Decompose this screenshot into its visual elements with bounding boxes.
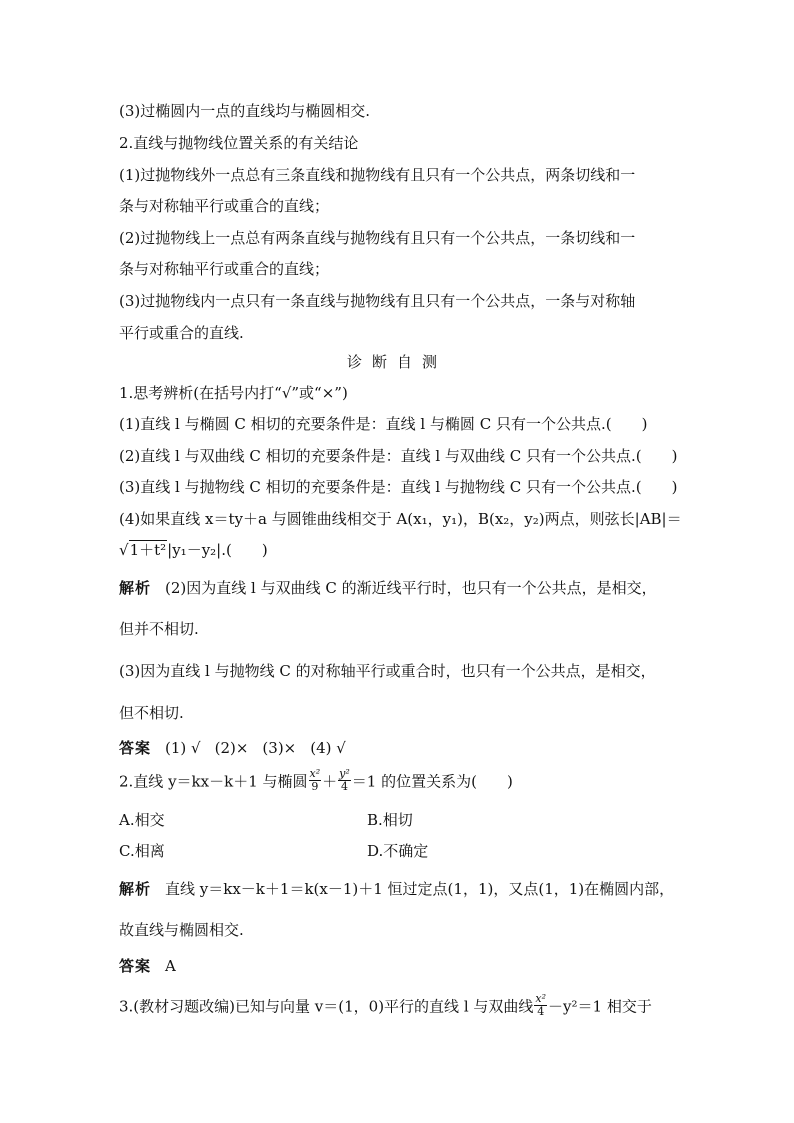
text-line: 平行或重合的直线.	[119, 324, 244, 342]
question-item-continued	[119, 540, 268, 560]
analysis-text: 直线 y＝kx－k＋1＝k(x－1)＋1 恒过定点(1，1)，又点(1，1)在椭圆内部，	[165, 880, 675, 898]
option-b: B.相切	[367, 811, 413, 829]
question-item: (1)直线 l 与椭圆 C 相切的充要条件是：直线 l 与椭圆 C 只有一个公共点.( )	[119, 415, 648, 433]
text-line: 条与对称轴平行或重合的直线；	[119, 260, 330, 278]
text-line: (1)过抛物线外一点总有三条直线和抛物线有且只有一个公共点，两条切线和一	[119, 166, 636, 184]
question-stem: 1.思考辨析(在括号内打“√”或“×”)	[119, 384, 348, 402]
fraction-denominator: 9	[311, 780, 319, 793]
stem-text: －y²＝1 相交于	[548, 997, 652, 1016]
analysis-line	[119, 578, 657, 598]
analysis-line	[119, 879, 674, 899]
answer-item: (3)×	[262, 739, 297, 757]
stem-text: 2.直线 y＝kx－k＋1 与椭圆	[119, 772, 308, 791]
fraction	[338, 768, 351, 793]
fraction-numerator: y²	[339, 767, 350, 780]
option-d: D.不确定	[367, 842, 429, 860]
answer-item: (4) √	[310, 739, 346, 757]
question-stem	[119, 992, 652, 1020]
answer-item: (2)×	[214, 739, 249, 757]
stem-text: ＝1 的位置关系为( )	[351, 772, 513, 791]
fraction-denominator: 4	[537, 1005, 545, 1018]
fraction-denominator: 4	[340, 780, 348, 793]
analysis-label: 解析	[119, 579, 152, 597]
question-item: (2)直线 l 与双曲线 C 相切的充要条件是：直线 l 与双曲线 C 只有一个公共点.( )	[119, 447, 678, 465]
analysis-label: 解析	[119, 880, 152, 898]
answer-value: A	[165, 957, 176, 975]
text-line: 条与对称轴平行或重合的直线；	[119, 197, 330, 215]
text-line: (2)过抛物线上一点总有两条直线与抛物线有且只有一个公共点，一条切线和一	[119, 229, 636, 247]
fraction-numerator: x²	[535, 992, 547, 1005]
answer-line	[119, 738, 360, 758]
question-stem	[119, 767, 513, 795]
analysis-line: 但并不相切.	[119, 620, 199, 638]
expression-rest: |y₁－y₂|.( )	[167, 541, 268, 559]
analysis-line: 故直线与椭圆相交.	[119, 921, 244, 939]
answer-label: 答案	[119, 739, 152, 757]
analysis-line: (3)因为直线 l 与抛物线 C 的对称轴平行或重合时，也只有一个公共点，是相交，	[119, 662, 656, 680]
fraction-numerator: x²	[309, 767, 321, 780]
fraction	[309, 768, 322, 793]
sqrt-radicand: 1＋t²	[129, 541, 167, 559]
option-a: A.相交	[119, 811, 165, 829]
section-heading: 2.直线与抛物线位置关系的有关结论	[119, 134, 359, 152]
text-line: (3)过椭圆内一点的直线均与椭圆相交.	[119, 102, 371, 120]
text-line: (3)过抛物线内一点只有一条直线与抛物线有且只有一个公共点，一条与对称轴	[119, 292, 636, 310]
analysis-line: 但不相切.	[119, 704, 184, 722]
answer-item: (1) √	[165, 739, 201, 757]
analysis-text: (2)因为直线 l 与双曲线 C 的渐近线平行时，也只有一个公共点，是相交，	[165, 579, 657, 597]
plus-sign: ＋	[322, 772, 338, 791]
option-c: C.相离	[119, 842, 165, 860]
question-item: (3)直线 l 与抛物线 C 相切的充要条件是：直线 l 与抛物线 C 只有一个公共点.( )	[119, 478, 678, 496]
answer-line	[119, 956, 176, 976]
question-item: (4)如果直线 x＝ty＋a 与圆锥曲线相交于 A(x₁，y₁)，B(x₂，y₂)两点，则弦长|AB|＝	[119, 510, 682, 528]
stem-text: 3.(教材习题改编)已知与向量 v＝(1，0)平行的直线 l 与双曲线	[119, 997, 534, 1016]
fraction	[534, 993, 547, 1018]
sqrt-expression: √1＋t²	[119, 541, 167, 559]
section-title: 诊断自测	[346, 353, 447, 371]
answer-label: 答案	[119, 957, 152, 975]
